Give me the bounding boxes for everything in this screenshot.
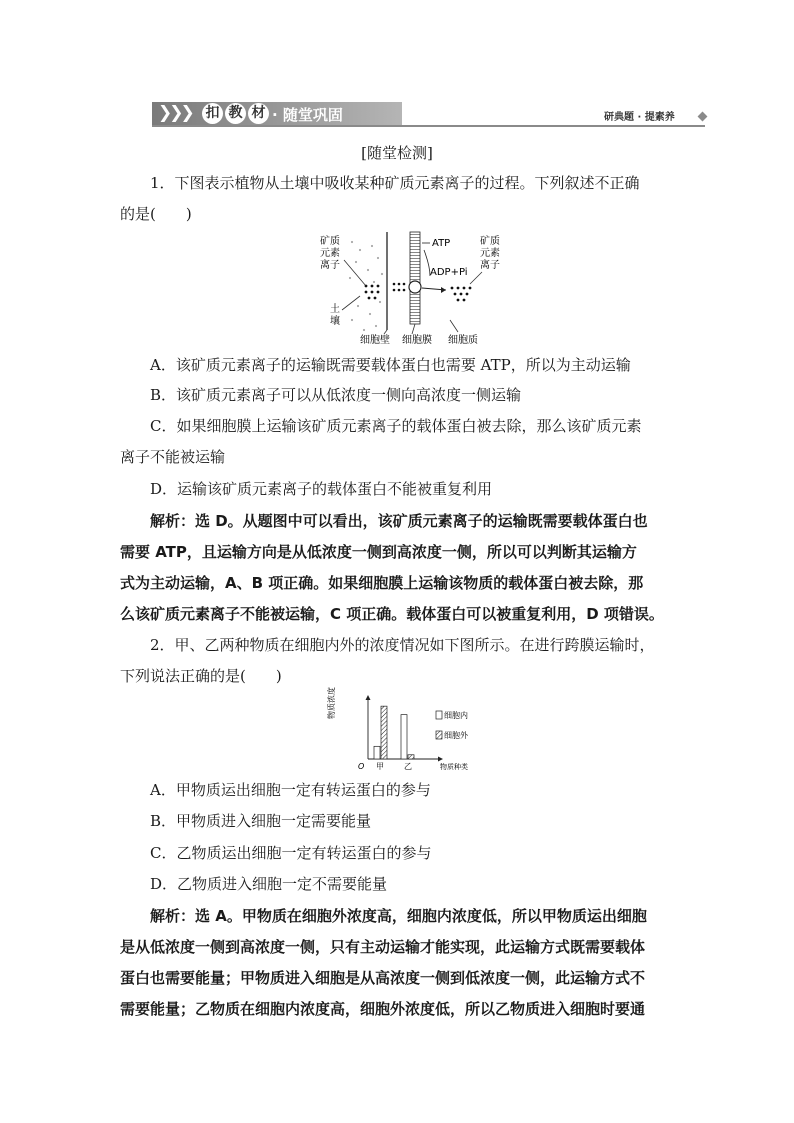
q2-stem-line: 2．甲、乙两种物质在细胞内外的浓度情况如下图所示。在进行跨膜运输时， [150, 636, 655, 654]
chapter-header [152, 102, 712, 126]
atp-label: ATP [432, 238, 451, 249]
bar-inside-1 [374, 746, 380, 759]
soil-label: 土 [330, 304, 340, 315]
cell-membrane [410, 232, 420, 324]
analysis-line: 解析：选 D。从题图中可以看出，该矿质元素离子的运输既需要载体蛋白也 [150, 512, 648, 530]
legend-swatch-inside [436, 711, 442, 719]
soil-label: 壤 [330, 316, 340, 327]
q1-option-d: D．运输该矿质元素离子的载体蛋白不能被重复利用 [150, 480, 493, 498]
q1-stem-line: 的是( ) [120, 205, 192, 223]
left-ion-label: 离子 [320, 260, 340, 271]
right-ion-label: 元素 [480, 248, 500, 259]
ions-outside [365, 285, 380, 300]
header-title: · 随堂巩固 [272, 106, 343, 124]
analysis-line: 是从低浓度一侧到高浓度一侧，只有主动运输才能实现，此运输方式既需要载体 [120, 938, 646, 956]
header-badge: 扣 [202, 103, 223, 124]
q2-option-b: B．甲物质进入细胞一定需要能量 [150, 812, 372, 830]
analysis-line: 需要 ATP，且运输方向是从低浓度一侧到高浓度一侧，所以可以判断其运输方 [120, 543, 637, 561]
analysis-line: 么该矿质元素离子不能被运输，C 项正确。载体蛋白可以被重复利用，D 项错误。 [120, 605, 664, 623]
q1-option-c-cont: 离子不能被运输 [120, 448, 226, 466]
q2-option-d: D．乙物质进入细胞一定不需要能量 [150, 875, 388, 893]
header-badge: 材 [248, 103, 269, 124]
x-axis-label: 物质种类 [440, 763, 468, 771]
header-badges [202, 103, 269, 124]
x-axis-arrow [438, 757, 443, 762]
analysis-line: 需要能量；乙物质在细胞内浓度高，细胞外浓度低，所以乙物质进入细胞时要通 [120, 1000, 646, 1018]
label-pointer [384, 330, 387, 334]
analysis-line: 式为主动运输，A、B 项正确。如果细胞膜上运输该物质的载体蛋白被去除，那 [120, 574, 644, 592]
q2-stem-line: 下列说法正确的是( ) [120, 667, 282, 685]
q1-stem [120, 168, 676, 230]
category-label: 乙 [404, 762, 412, 771]
right-ion-label: 矿质 [480, 236, 500, 247]
adp-label: ADP+Pi [430, 267, 468, 278]
bars [374, 706, 414, 759]
q1-analysis [120, 506, 676, 630]
q2-analysis [120, 901, 676, 1025]
label-pointer [342, 296, 360, 310]
category-label: 甲 [376, 762, 384, 771]
header-badge: 教 [225, 103, 246, 124]
legend-label: 细胞外 [444, 731, 468, 740]
bar-inside-2 [401, 715, 407, 759]
q1-figure [300, 230, 530, 350]
legend-swatch-outside [436, 731, 442, 739]
double-chevron-icon: ❯❯❯ [158, 103, 192, 123]
q2-option-a: A．甲物质运出细胞一定有转运蛋白的参与 [150, 781, 431, 799]
legend-label: 细胞内 [444, 711, 468, 720]
q2-option-c: C．乙物质运出细胞一定有转运蛋白的参与 [150, 844, 432, 862]
left-ion-label: 矿质 [320, 236, 340, 247]
q1-stem-line: 1．下图表示植物从土壤中吸收某种矿质元素离子的过程。下列叙述不正确 [150, 174, 640, 192]
ions-between [393, 283, 406, 292]
wall-label: 细胞壁 [360, 335, 390, 346]
analysis-line: 蛋白也需要能量；甲物质进入细胞是从高浓度一侧到低浓度一侧，此运输方式不 [120, 969, 646, 987]
q2-stem [120, 630, 676, 692]
y-axis-arrow [366, 695, 371, 700]
bar-outside-1 [381, 706, 387, 759]
analysis-line: 解析：选 A。甲物质在细胞外浓度高，细胞内浓度低，所以甲物质运出细胞 [150, 907, 647, 925]
q1-option-c: C．如果细胞膜上运输该矿质元素离子的载体蛋白被去除，那么该矿质元素 [150, 417, 642, 435]
label-pointer [450, 320, 458, 332]
origin-label: O [358, 762, 365, 771]
ions-inside [451, 287, 472, 302]
right-ion-label: 离子 [480, 260, 500, 271]
section-title: [随堂检测] [361, 144, 433, 162]
left-ion-label: 元素 [320, 248, 340, 259]
label-pointer [412, 324, 415, 334]
y-axis-label: 物质浓度 [327, 687, 336, 719]
carrier-protein [409, 281, 421, 293]
label-pointer [470, 272, 482, 284]
cytoplasm-label: 细胞质 [448, 335, 478, 346]
bar-outside-2 [408, 755, 414, 759]
header-slogan: 研典题 · 提素养 [604, 112, 675, 123]
diamond-icon [698, 112, 708, 122]
membrane-label: 细胞膜 [402, 335, 432, 346]
q1-option-a: A．该矿质元素离子的运输既需要载体蛋白也需要 ATP，所以为主动运输 [150, 356, 631, 374]
header-rule [152, 125, 705, 127]
q2-bar-chart [327, 687, 510, 773]
label-pointer [344, 260, 366, 286]
q1-option-b: B．该矿质元素离子可以从低浓度一侧向高浓度一侧运输 [150, 386, 522, 404]
arrowhead [441, 287, 446, 293]
